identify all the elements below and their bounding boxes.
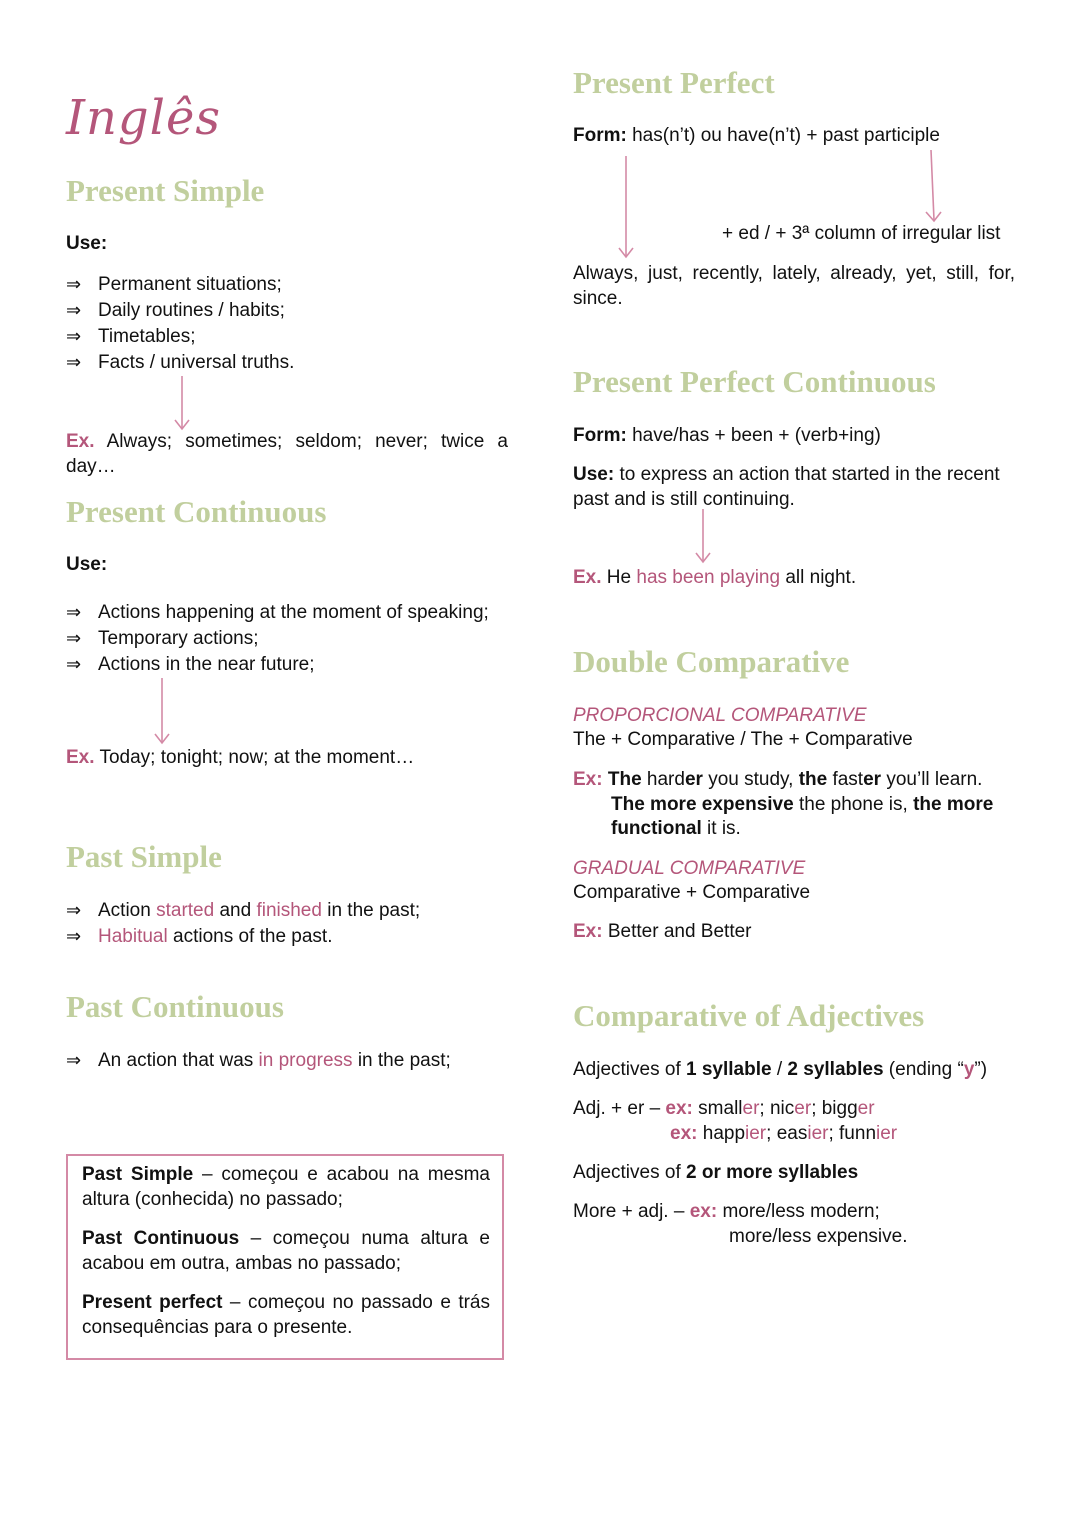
comparative-adjectives-heading: Comparative of Adjectives [573,998,925,1033]
double-comparative-example-line: The more expensive the phone is, the more [611,794,994,815]
double-comparative-example: Ex: The harder you study, the faster you’ll learn. [573,769,983,790]
double-comparative-example-line: functional it is. [611,818,741,839]
proporcional-form: The + Comparative / The + Comparative [573,729,913,750]
page-title: Inglês [66,90,221,146]
present-continuous-example: Ex. Today; tonight; now; at the moment… [66,747,415,768]
present-perfect-form: Form: has(n’t) ou have(n’t) + past participle [573,125,940,146]
gradual-example: Ex: Better and Better [573,921,752,942]
ppc-example: Ex. He has been playing all night. [573,567,857,588]
list-item: ⇒ Action started and finished in the past; [66,900,421,921]
summary-past-continuous: Past Continuous – começou numa altura e acabou em outra, ambas no passado; [82,1228,490,1274]
gradual-form: Comparative + Comparative [573,882,811,903]
gradual-subheading: GRADUAL COMPARATIVE [573,858,806,879]
ppc-form: Form: have/has + been + (verb+ing) [573,425,881,446]
past-simple-heading: Past Simple [66,839,222,874]
list-item: ⇒ Actions in the near future; [66,654,315,675]
down-arrow-icon [924,150,942,224]
list-item: ⇒ Permanent situations; [66,274,282,295]
adjectives-two-or-more: Adjectives of 2 or more syllables [573,1162,859,1183]
ppc-use: Use: to express an action that started in the recent past and is still continuing. [573,464,1000,510]
present-perfect-heading: Present Perfect [573,65,775,100]
summary-present-perfect: Present perfect – começou no passado e trás consequências para o presente. [82,1292,490,1338]
list-item: ⇒ Temporary actions; [66,628,259,649]
list-item: ⇒ Habitual actions of the past. [66,926,333,947]
down-arrow-icon [618,156,634,260]
double-comparative-heading: Double Comparative [573,644,850,679]
adj-ier-rule: ex: happier; easier; funnier [670,1123,898,1144]
list-item: ⇒ Daily routines / habits; [66,300,285,321]
present-simple-example: Ex. Always; sometimes; seldom; never; twice a day… [66,431,508,477]
more-adj-rule-line: more/less expensive. [729,1226,908,1247]
present-continuous-use-label: Use: [66,554,108,575]
past-continuous-heading: Past Continuous [66,989,284,1024]
list-item: ⇒ Facts / universal truths. [66,352,295,373]
present-perfect-adverbs: Always, just, recently, lately, already, yet, still, for, since. [573,263,1015,309]
summary-past-simple: Past Simple – começou e acabou na mesma altura (conhecida) no passado; [82,1164,490,1210]
list-item: ⇒ An action that was in progress in the past; [66,1050,451,1071]
list-item: ⇒ Timetables; [66,326,196,347]
present-perfect-continuous-heading: Present Perfect Continuous [573,364,936,399]
more-adj-rule: More + adj. – ex: more/less modern; [573,1201,880,1222]
down-arrow-icon [695,509,711,565]
down-arrow-icon [174,376,190,432]
participle-note: + ed / + 3ª column of irregular list [722,223,1001,244]
present-simple-use-label: Use: [66,233,108,254]
present-continuous-heading: Present Continuous [66,494,327,529]
adjectives-one-two-syllables: Adjectives of 1 syllable / 2 syllables (ending “y”) [573,1059,988,1080]
adj-er-rule: Adj. + er – ex: smaller; nicer; bigger [573,1098,875,1119]
down-arrow-icon [154,678,170,746]
list-item: ⇒ Actions happening at the moment of speaking; [66,602,489,623]
present-simple-heading: Present Simple [66,173,265,208]
proporcional-subheading: PROPORCIONAL COMPARATIVE [573,705,867,726]
